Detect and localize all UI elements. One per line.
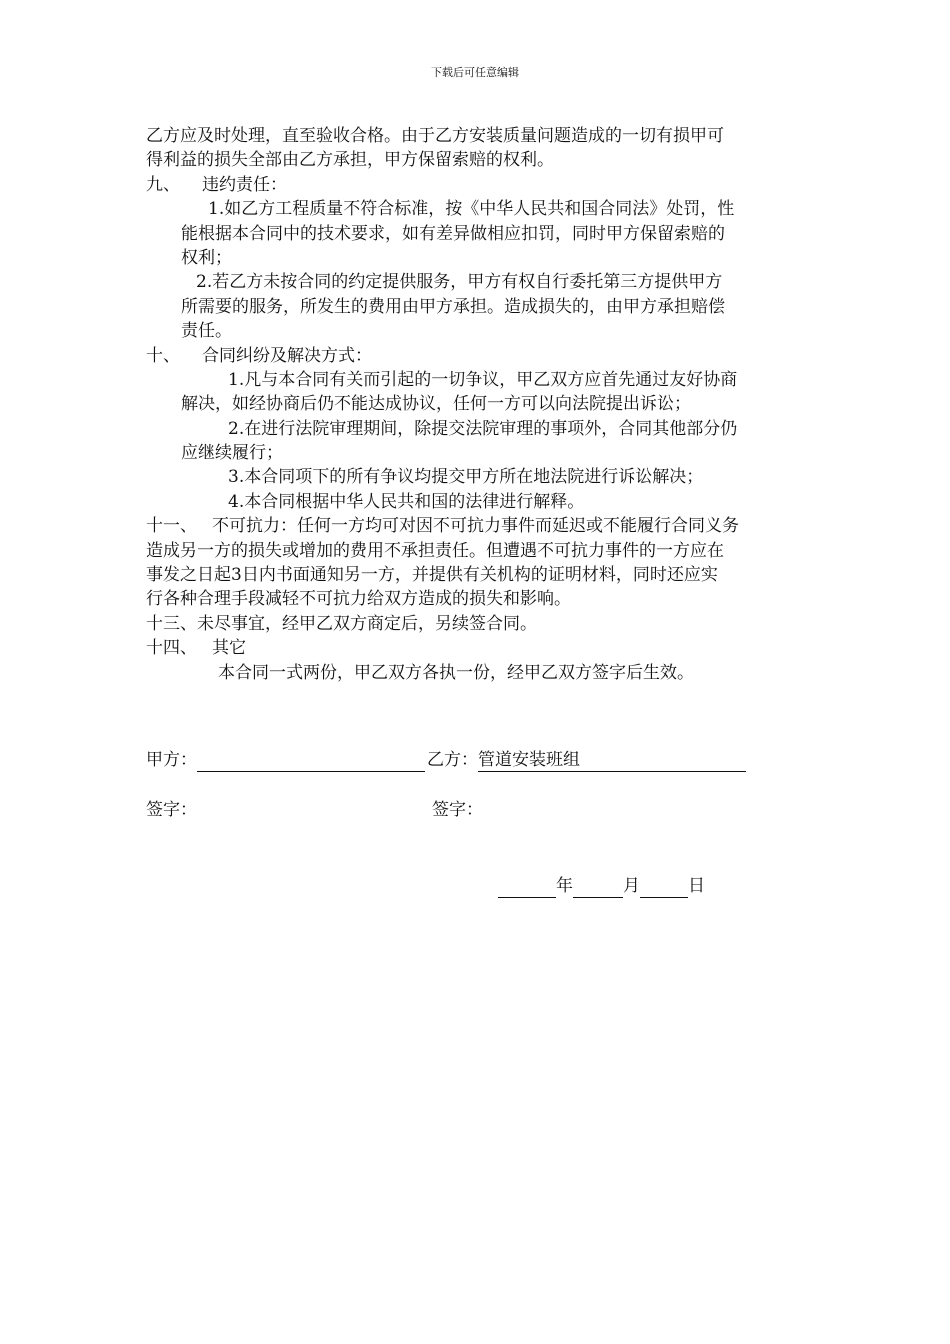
sign-row [432,798,483,822]
section-heading [146,344,814,368]
clause-line: 1.凡与本合同有关而引起的一切争议，甲乙双方应首先通过友好协商 [228,369,738,390]
clause-line: 责任。 [181,321,232,342]
day-blank[interactable] [640,877,688,898]
clause-line: 4.本合同根据中华人民共和国的法律进行解释。 [228,491,585,512]
section-title: 违约责任： [202,174,287,195]
section-number: 九、 [146,174,180,195]
section-text: 不可抗力：任何一方均可对因不可抗力事件而延迟或不能履行合同义务 [212,516,739,537]
date-row [498,874,705,898]
month-blank[interactable] [573,877,623,898]
party-a-blank[interactable] [197,751,425,772]
section-number: 十、 [146,345,180,366]
paragraph-line: 事发之日起3日内书面通知另一方，并提供有关机构的证明材料，同时还应实 [146,565,718,586]
section-heading [146,514,814,538]
party-a-label: 甲方： [146,750,197,770]
month-label: 月 [623,876,640,896]
day-label: 日 [688,876,705,896]
clause-line: 所需要的服务，所发生的费用由甲方承担。造成损失的，由甲方承担赔偿 [181,296,725,317]
party-row [146,748,746,772]
paragraph-line: 本合同一式两份，甲乙双方各执一份，经甲乙双方签字后生效。 [218,662,694,683]
party-b-name: 管道安装班组 [478,749,746,772]
section-heading [146,636,814,660]
paragraph-line: 得利益的损失全部由乙方承担，甲方保留索赔的权利。 [146,150,554,171]
paragraph-line: 行各种合理手段减轻不可抗力给双方造成的损失和影响。 [146,589,571,610]
party-b-sign-label: 签字： [432,800,483,820]
clause-line: 1.如乙方工程质量不符合标准，按《中华人民共和国合同法》处罚，性 [208,199,735,220]
party-a-sign-label: 签字： [146,800,197,820]
clause-line: 2.在进行法院审理期间，除提交法院审理的事项外，合同其他部分仍 [228,418,738,439]
section-title: 合同纠纷及解决方式： [202,345,372,366]
section-heading: 十三、未尽事宜，经甲乙双方商定后，另续签合同。 [146,613,537,634]
paragraph-line: 乙方应及时处理，直至验收合格。由于乙方安装质量问题造成的一切有损甲可 [146,126,724,146]
section-number: 十一、 [146,516,197,537]
clause-line: 2.若乙方未按合同的约定提供服务，甲方有权自行委托第三方提供甲方 [196,272,723,293]
clause-line: 应继续履行； [181,443,283,464]
section-title: 其它 [212,638,246,659]
clause-line: 能根据本合同中的技术要求，如有差异做相应扣罚，同时甲方保留索赔的 [181,223,725,244]
year-label: 年 [556,876,573,896]
clause-line: 解决，如经协商后仍不能达成协议，任何一方可以向法院提出诉讼； [181,394,691,415]
paragraph-line: 造成另一方的损失或增加的费用不承担责任。但遭遇不可抗力事件的一方应在 [146,540,724,561]
sign-row [146,798,197,822]
contract-body [146,124,814,685]
section-number: 十四、 [146,638,197,659]
section-heading [146,173,814,197]
clause-line: 3.本合同项下的所有争议均提交甲方所在地法院进行诉讼解决； [228,467,704,488]
year-blank[interactable] [498,877,556,898]
clause-line: 权利； [181,247,232,268]
party-b-label: 乙方： [427,750,478,770]
header-note: 下载后可任意编辑 [431,66,519,79]
